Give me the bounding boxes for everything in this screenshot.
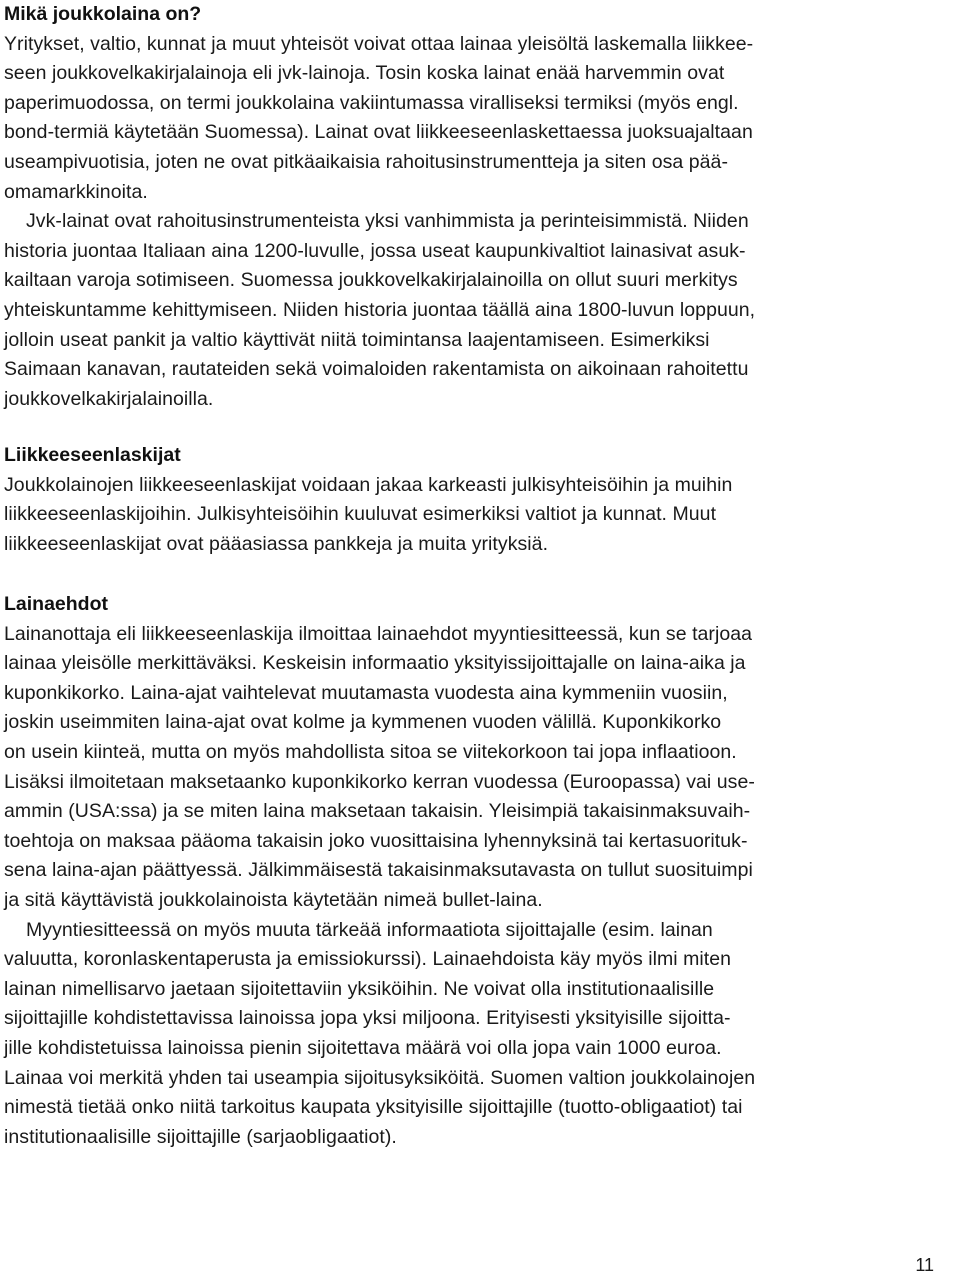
paragraph-line: lainaa yleisölle merkittäväksi. Keskeisin informaatio yksityissijoittajalle on laina-aika ja <box>4 652 746 675</box>
paragraph-line: ja sitä käyttävistä joukkolainoista käytetään nimeä bullet-laina. <box>4 888 543 911</box>
paragraph-line: sijoittajille kohdistettavissa lainoissa jopa yksi miljoona. Erityisesti yksityisille sijoitta- <box>4 1007 731 1030</box>
section-heading: Mikä joukkolaina on? <box>4 3 202 25</box>
paragraph-line: jolloin useat pankit ja valtio käyttivät niitä toimintansa laajentamiseen. Esimerkiksi <box>4 328 710 351</box>
paragraph-line: yhteiskuntamme kehittymiseen. Niiden historia juontaa täällä aina 1800-luvun loppuun, <box>4 298 756 321</box>
paragraph-line: Yritykset, valtio, kunnat ja muut yhteisöt voivat ottaa lainaa yleisöltä laskemalla liikkee- <box>4 32 754 55</box>
section-issuers <box>4 441 732 559</box>
paragraph-line: joukkovelkakirjalainoilla. <box>4 387 214 410</box>
paragraph-line: ammin (USA:ssa) ja se miten laina maksetaan takaisin. Yleisimpiä takaisinmaksuvaih- <box>4 800 751 823</box>
paragraph-line: Lisäksi ilmoitetaan maksetaanko kuponkikorko kerran vuodessa (Euroopassa) vai use- <box>4 770 755 793</box>
paragraph-line: Myyntiesitteessä on myös muuta tärkeää informaatiota sijoittajalle (esim. lainan <box>26 918 713 941</box>
paragraph-line: Lainaa voi merkitä yhden tai useampia sijoitusyksiköitä. Suomen valtion joukkolainojen <box>4 1066 756 1089</box>
paragraph-line: sena laina-ajan päättyessä. Jälkimmäisestä takaisinmaksutavasta on tullut suosituimpi <box>4 859 753 882</box>
page-number: 11 <box>915 1255 934 1275</box>
paragraph-line: jille kohdistetuissa lainoissa pienin sijoitettava määrä voi olla jopa vain 1000 euroa. <box>4 1036 722 1059</box>
paragraph-line: liikkeeseenlaskijat ovat pääasiassa pankkeja ja muita yrityksiä. <box>4 532 549 555</box>
paragraph-line: historia juontaa Italiaan aina 1200-luvulle, jossa useat kaupunkivaltiot lainasivat asuk- <box>4 239 746 262</box>
paragraph-line: Joukkolainojen liikkeeseenlaskijat voidaan jakaa karkeasti julkisyhteisöihin ja muihin <box>4 473 733 496</box>
paragraph-line: liikkeeseenlaskijoihin. Julkisyhteisöihin kuuluvat esimerkiksi valtiot ja kunnat. Muut <box>4 503 717 526</box>
section-what-is-bond <box>4 0 755 414</box>
paragraph-line: kuponkikorko. Laina-ajat vaihtelevat muutamasta vuodesta aina kymmeniin vuosiin, <box>4 681 728 704</box>
section-heading: Lainaehdot <box>4 593 109 615</box>
paragraph-line: institutionaalisille sijoittajille (sarjaobligaatiot). <box>4 1125 397 1148</box>
section-loan-terms <box>4 590 755 1152</box>
paragraph-line: Saimaan kanavan, rautateiden sekä voimaloiden rakentamista on aikoinaan rahoitettu <box>4 358 749 381</box>
paragraph-line: Lainanottaja eli liikkeeseenlaskija ilmoittaa lainaehdot myyntiesitteessä, kun se tarjoaa <box>4 622 753 645</box>
section-heading: Liikkeeseenlaskijat <box>4 444 181 466</box>
paragraph-line: omamarkkinoita. <box>4 180 148 203</box>
paragraph-line: useampivuotisia, joten ne ovat pitkäaikaisia rahoitusinstrumentteja ja siten osa pää- <box>4 150 728 173</box>
paragraph-line: joskin useimmiten laina-ajat ovat kolme ja kymmenen vuoden välillä. Kuponkikorko <box>4 711 722 734</box>
paragraph-line: Jvk-lainat ovat rahoitusinstrumenteista yksi vanhimmista ja perinteisimmistä. Niiden <box>26 210 749 233</box>
paragraph-line: valuutta, koronlaskentaperusta ja emissiokurssi). Lainaehdoista käy myös ilmi miten <box>4 948 732 971</box>
paragraph-line: toehtoja on maksaa pääoma takaisin joko vuosittaisina lyhennyksinä tai kertasuorituk- <box>4 829 748 852</box>
paragraph-line: seen joukkovelkakirjalainoja eli jvk-lainoja. Tosin koska lainat enää harvemmin ovat <box>4 62 725 85</box>
paragraph-line: kailtaan varoja sotimiseen. Suomessa joukkovelkakirjalainoilla on ollut suuri merkitys <box>4 269 738 292</box>
paragraph-line: nimestä tietää onko niitä tarkoitus kaupata yksityisille sijoittajille (tuotto-obligaatiot) tai <box>4 1096 743 1119</box>
paragraph-line: paperimuodossa, on termi joukkolaina vakiintumassa viralliseksi termiksi (myös engl. <box>4 91 739 114</box>
paragraph-line: bond-termiä käytetään Suomessa). Lainat ovat liikkeeseenlaskettaessa juoksuajaltaan <box>4 121 753 144</box>
paragraph-line: on usein kiinteä, mutta on myös mahdollista sitoa se viitekorkoon tai jopa inflaatioon. <box>4 740 737 763</box>
paragraph-line: lainan nimellisarvo jaetaan sijoitettaviin yksiköihin. Ne voivat olla institutionaalisille <box>4 977 715 1000</box>
